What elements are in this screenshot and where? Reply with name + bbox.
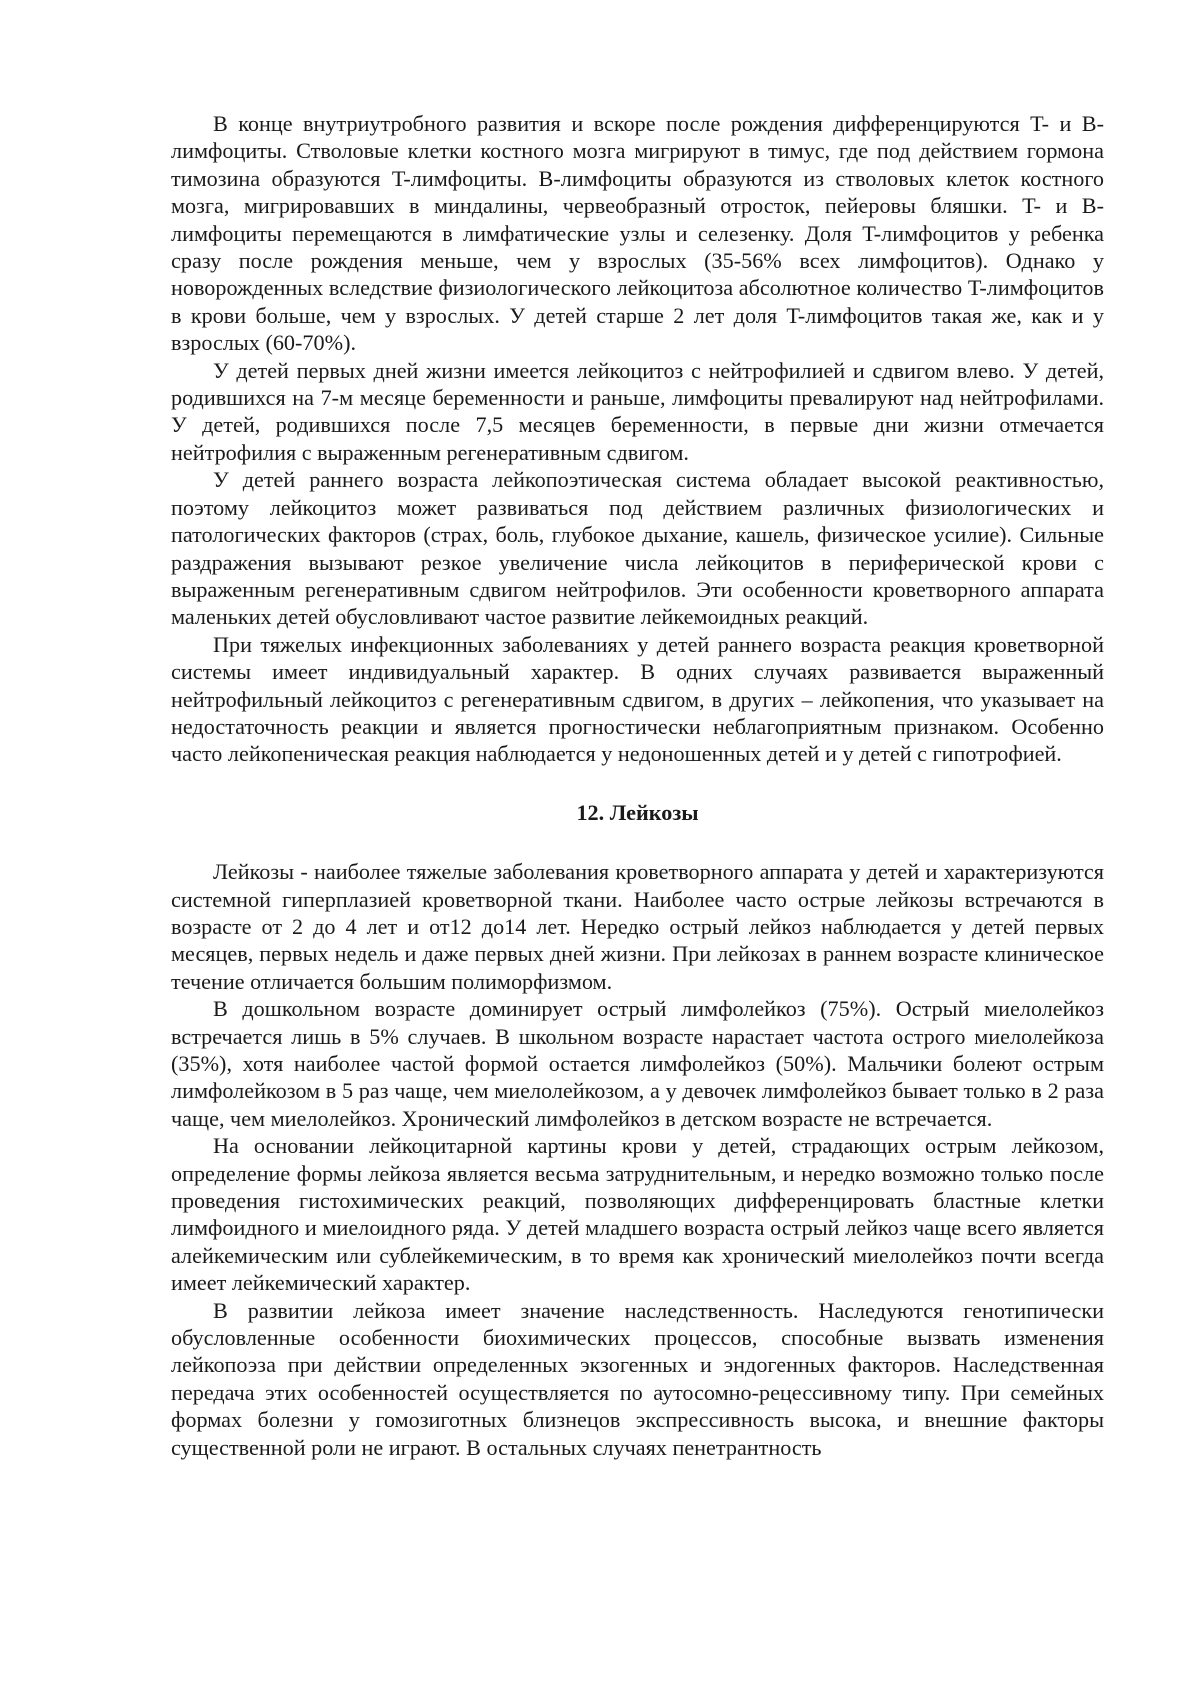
intro-paragraph-2: У детей первых дней жизни имеется лейкоцитоз с нейтрофилией и сдвигом влево. У детей, родившихся на 7-м месяце беременности и раньше, лимфоциты превалируют над нейтрофилами. У детей, родившихся после 7,5 месяцев беременности, в первые дни жизни отмечается нейтрофилия с выраженным регенеративным сдвигом. xyxy=(171,357,1104,465)
document-page xyxy=(171,110,1104,1461)
section-paragraph-2: В дошкольном возрасте доминирует острый лимфолейкоз (75%). Острый миелолейкоз встречается лишь в 5% случаев. В школьном возрасте нарастает частота острого миелолейкоза (35%), хотя наиболее частой формой остается лимфолейкоз (50%). Мальчики болеют острым лимфолейкозом в 5 раз чаще, чем миелолейкозом, а у девочек лимфолейкоз бывает только в 2 раза чаще, чем миелолейкоз. Хронический лимфолейкоз в детском возрасте не встречается. xyxy=(171,996,1104,1131)
intro-paragraph-1: В конце внутриутробного развития и вскоре после рождения дифференцируются T- и B-лимфоциты. Стволовые клетки костного мозга мигрируют в тимус, где под действием гормона тимозина образуются T-лимфоциты. B-лимфоциты образуются из стволовых клеток костного мозга, мигрировавших в миндалины, червеобразный отросток, пейеровы бляшки. T- и B-лимфоциты перемещаются в лимфатические узлы и селезенку. Доля T-лимфоцитов у ребенка сразу после рождения меньше, чем у взрослых (35-56% всех лимфоцитов). Однако у новорожденных вследствие физиологического лейкоцитоза абсолютное количество T-лимфоцитов в крови больше, чем у взрослых. У детей старше 2 лет доля T-лимфоцитов такая же, как и у взрослых (60-70%). xyxy=(171,111,1104,356)
section-paragraph-4: В развитии лейкоза имеет значение наследственность. Наследуются генотипически обусловленные особенности биохимических процессов, способные вызвать изменения лейкопоэза при действии определенных экзогенных и эндогенных факторов. Наследственная передача этих особенностей осуществляется по аутосомно-рецессивному типу. При семейных формах болезни у гомозиготных близнецов экспрессивность высока, и внешние факторы существенной роли не играют. В остальных случаях пенетрантность xyxy=(171,1297,1104,1460)
intro-paragraph-3: У детей раннего возраста лейкопоэтическая система обладает высокой реактивностью, поэтому лейкоцитоз может развиваться под действием различных физиологических и патологических факторов (страх, боль, глубокое дыхание, кашель, физическое усилие). Сильные раздражения вызывают резкое увеличение числа лейкоцитов в периферической крови с выраженным регенеративным сдвигом нейтрофилов. Эти особенности кроветворного аппарата маленьких детей обусловливают частое развитие лейкемоидных реакций. xyxy=(171,467,1104,630)
section-paragraph-1: Лейкозы - наиболее тяжелые заболевания кроветворного аппарата у детей и характеризуются системной гиперплазией кроветворной ткани. Наиболее часто острые лейкозы встречаются в возрасте от 2 до 4 лет и от12 до14 лет. Нередко острый лейкоз наблюдается у детей первых месяцев, первых недель и даже первых дней жизни. При лейкозах в раннем возрасте клиническое течение отличается большим полиморфизмом. xyxy=(171,859,1104,994)
intro-paragraph-4: При тяжелых инфекционных заболеваниях у детей раннего возраста реакция кроветворной системы имеет индивидуальный характер. В одних случаях развивается выраженный нейтрофильный лейкоцитоз с регенеративным сдвигом, в других – лейкопения, что указывает на недостаточность реакции и является прогностически неблагоприятным признаком. Особенно часто лейкопеническая реакция наблюдается у недоношенных детей и у детей с гипотрофией. xyxy=(171,631,1104,767)
section-paragraph-3: На основании лейкоцитарной картины крови у детей, страдающих острым лейкозом, определение формы лейкоза является весьма затруднительным, и нередко возможно только после проведения гистохимических реакций, позволяющих дифференцировать бластные клетки лимфоидного и миелоидного ряда. У детей младшего возраста острый лейкоз чаще всего является алейкемическим или сублейкемическим, в то время как хронический миелолейкоз почти всегда имеет лейкемический характер. xyxy=(171,1133,1104,1296)
section-heading: 12. Лейкозы xyxy=(576,799,699,825)
